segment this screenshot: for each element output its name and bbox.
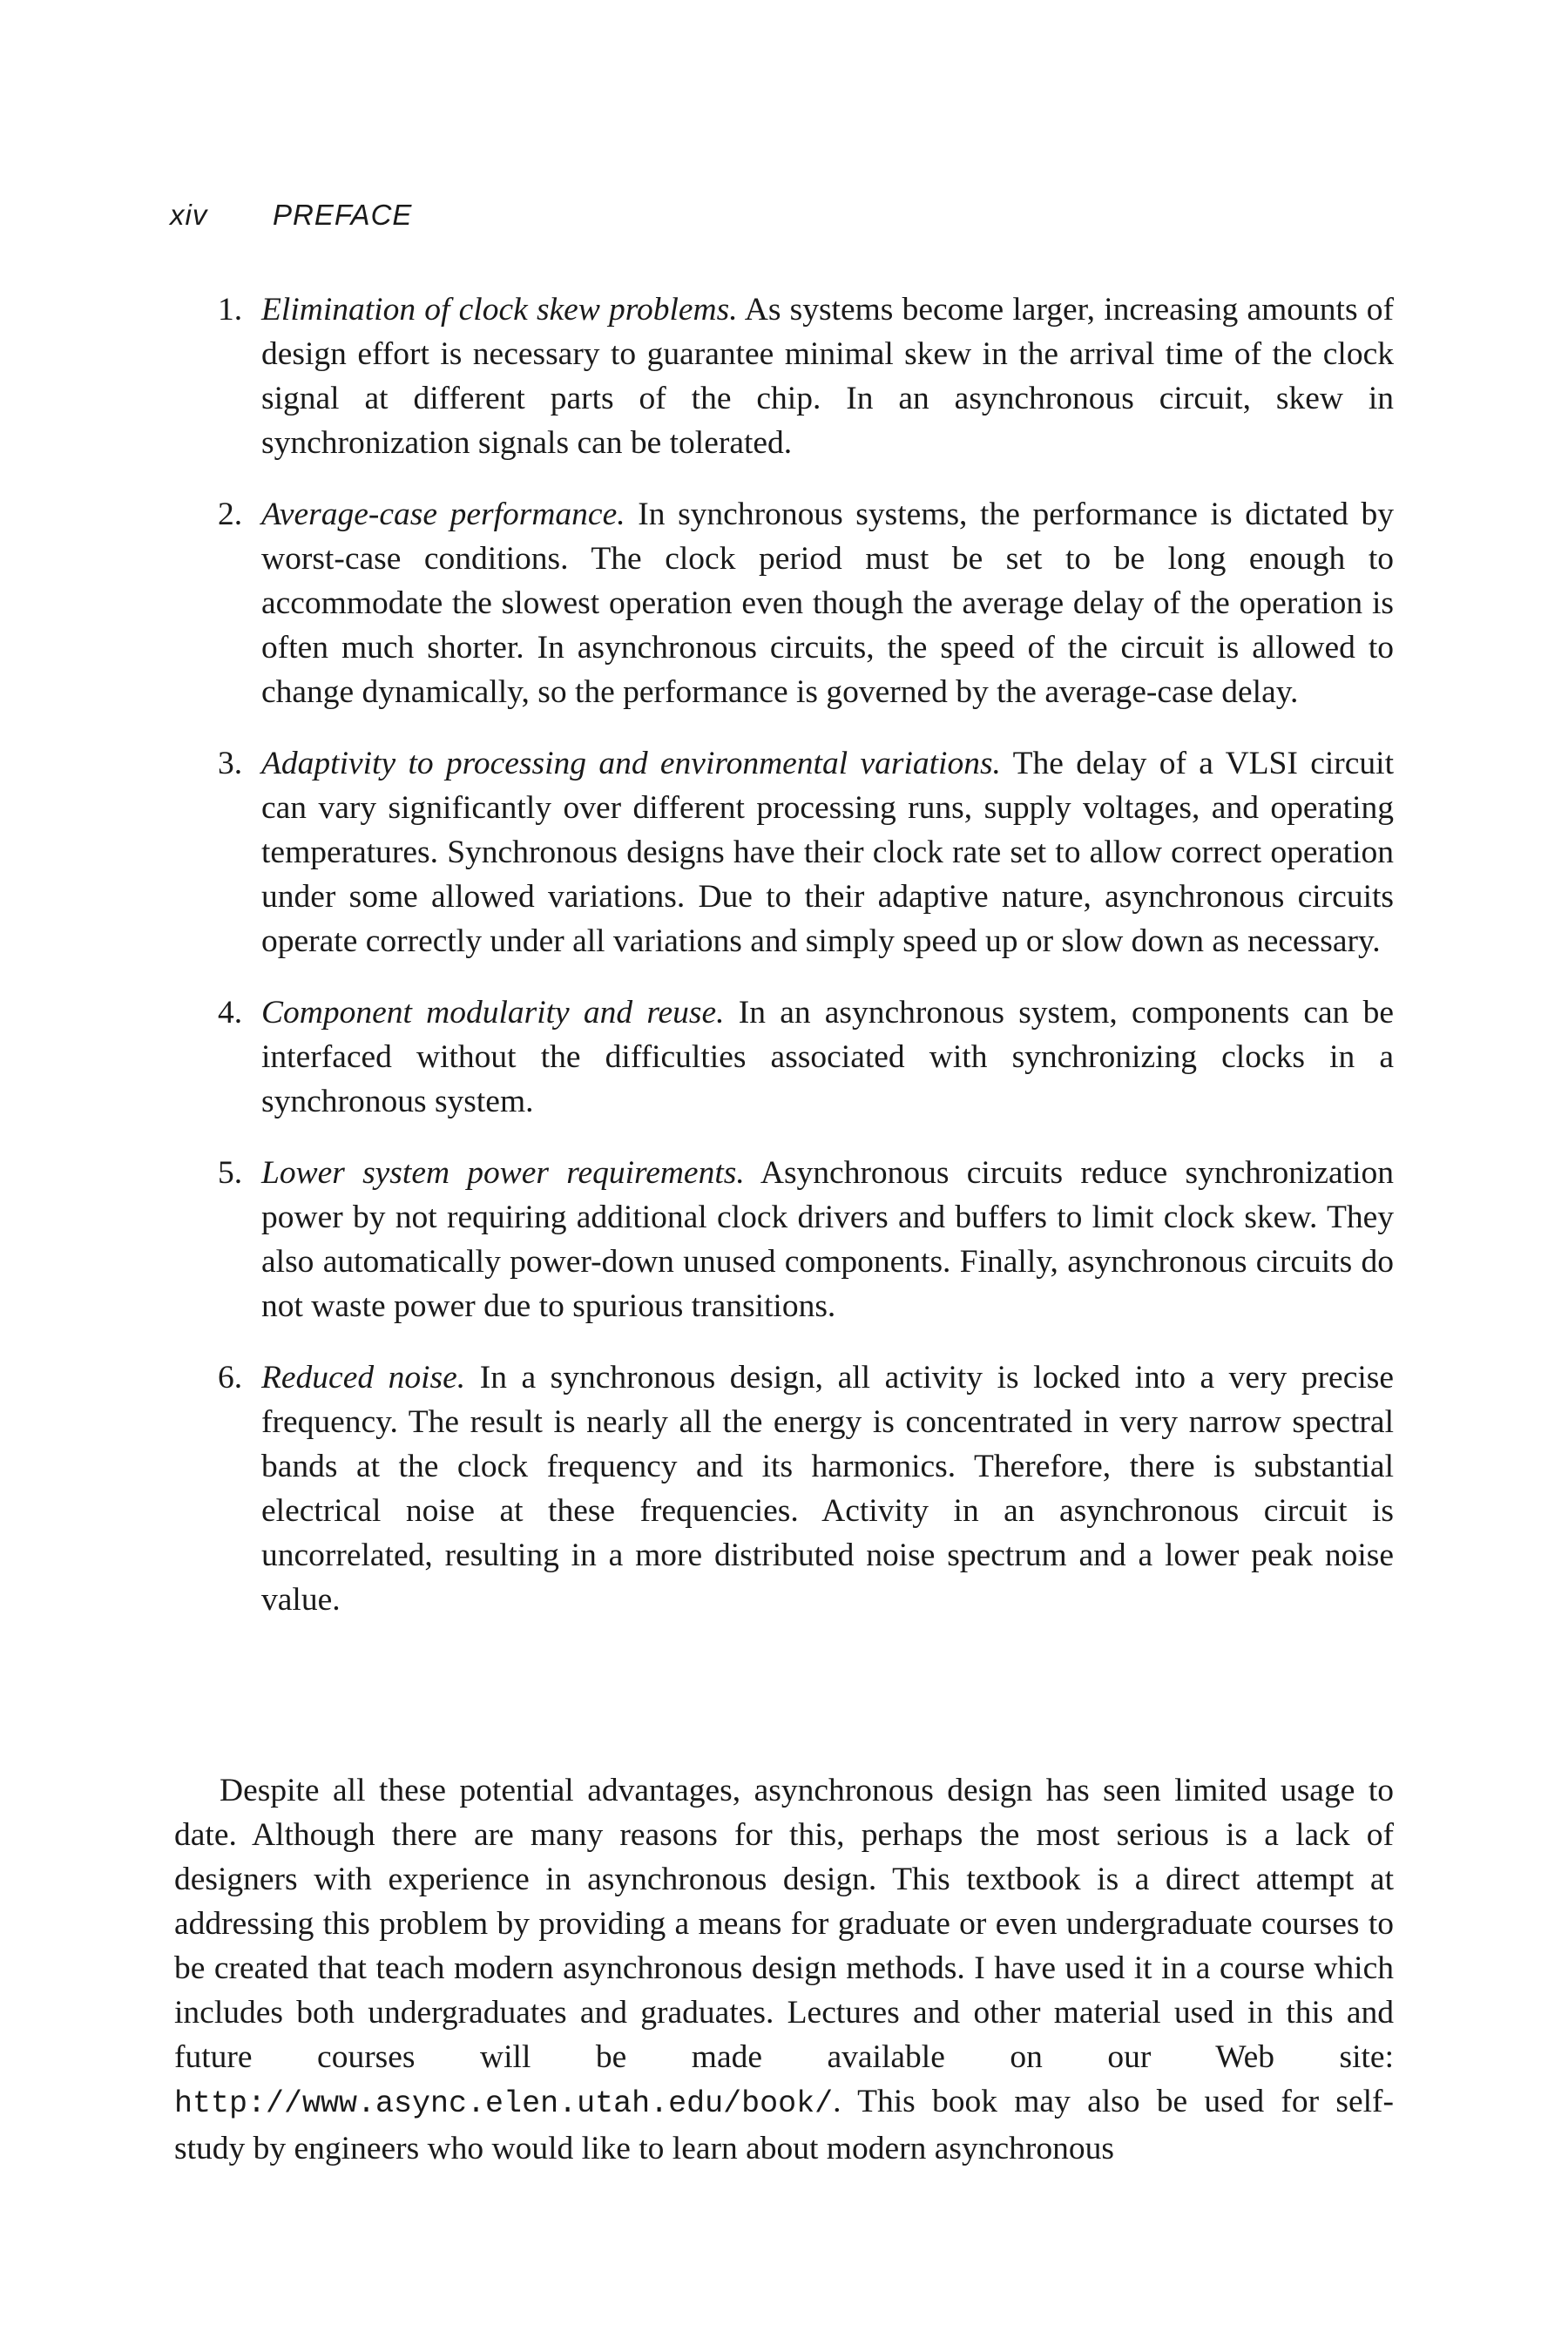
item-number: 5. [218, 1155, 243, 1191]
running-head [170, 199, 412, 232]
item-body: In a synchronous design, all activity is locked into a very precise frequency. The result is nearly all the energy is concentrated in very narrow spectral bands at the clock frequency and its harmonics. Therefore, there is substantial electrical noise at these frequencies. Activity in an asynchronous circuit is uncorrelated, resulting in a more distributed noise spectrum and a lower peak noise value. [261, 1360, 1395, 1618]
advantages-list [174, 287, 1394, 1649]
list-item [174, 287, 1394, 465]
list-item [174, 1355, 1394, 1622]
item-body: In an asynchronous system, components can be interfaced without the difficulties associated with synchronizing clocks in a synchronous system. [261, 995, 1394, 1119]
web-site-url: http://www.async.elen.utah.edu/book/ [174, 2086, 834, 2121]
item-body: As systems become larger, increasing amounts of design effort is necessary to guarantee minimal skew in the arrival time of the clock signal at different parts of the chip. In an asynchronous circuit, skew in synchronization signals can be tolerated. [261, 292, 1395, 461]
item-title: Lower system power requirements. [261, 1155, 745, 1191]
item-number: 3. [218, 746, 243, 781]
list-item [174, 1151, 1394, 1328]
section-title: PREFACE [273, 199, 413, 231]
closing-paragraph [174, 1768, 1394, 2171]
item-body: Asynchronous circuits reduce synchronization power by not requiring additional clock drivers and buffers to limit clock skew. They also automatically power-down unused components. Finally, asynchronous circuits do not waste power due to spurious transitions. [261, 1155, 1394, 1324]
item-title: Average-case performance. [261, 497, 625, 532]
closing-text-continued: . This book may also be used for self-study by engineers who would like to learn about modern asynchronous [174, 2084, 1394, 2166]
closing-text: Despite all these potential advantages, asynchronous design has seen limited usage to date. Although there are many reasons for this, perhaps the most serious is a lack of designers with experience in asynchronous design. This textbook is a direct attempt at addressing this problem by providing a means for graduate or even undergraduate courses to be created that teach modern asynchronous design methods. I have used it in a course which includes both undergraduates and graduates. Lectures and other material used in this and future courses will be made available on our Web site: [174, 1773, 1394, 2075]
item-title: Elimination of clock skew problems. [261, 292, 738, 328]
list-item [174, 990, 1394, 1124]
item-title: Component modularity and reuse. [261, 995, 725, 1031]
item-number: 2. [218, 497, 243, 532]
item-body: The delay of a VLSI circuit can vary significantly over different processing runs, supply voltages, and operating temperatures. Synchronous designs have their clock rate set to allow correct operation under some allowed variations. Due to their adaptive nature, asynchronous circuits operate correctly under all variations and simply speed up or slow down as necessary. [261, 746, 1395, 959]
list-item [174, 492, 1394, 714]
item-title: Adaptivity to processing and environmental variations. [261, 746, 1001, 781]
item-body: In synchronous systems, the performance is dictated by worst-case conditions. The clock period must be set to be long enough to accommodate the slowest operation even though the average delay of the operation is often much shorter. In asynchronous circuits, the speed of the circuit is allowed to change dynamically, so the performance is governed by the average-case delay. [261, 497, 1395, 710]
item-number: 1. [218, 292, 243, 328]
item-number: 4. [218, 995, 243, 1031]
item-number: 6. [218, 1360, 243, 1396]
list-item [174, 741, 1394, 963]
item-title: Reduced noise. [261, 1360, 466, 1396]
page-number: xiv [170, 199, 208, 231]
